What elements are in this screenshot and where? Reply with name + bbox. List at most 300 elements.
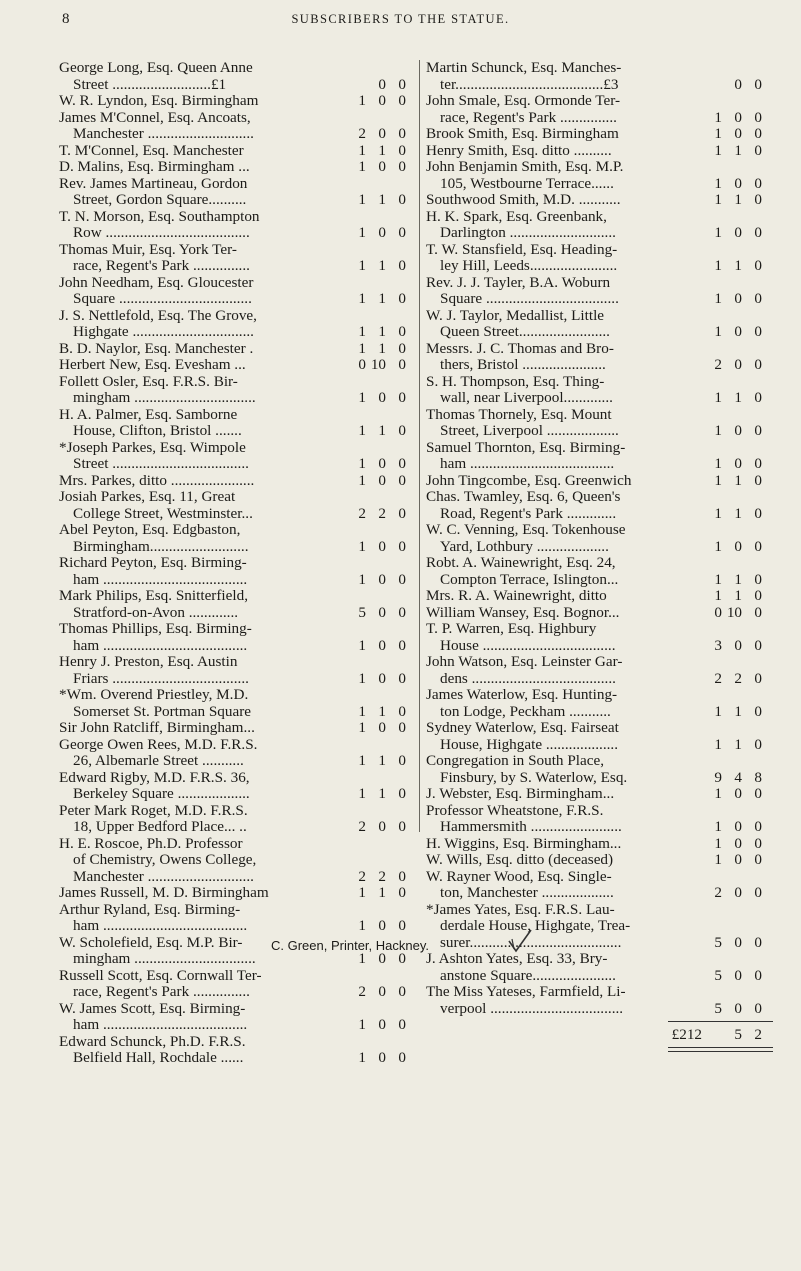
subscriber-name: Street, Liverpool ................... [440, 423, 619, 439]
subscriber-name: George Long, Esq. Queen Anne [59, 60, 253, 76]
amount-shillings: 10 [726, 603, 742, 621]
subscriber-line [426, 687, 773, 704]
amount-pounds: 1 [358, 669, 366, 687]
amount-pounds: 1 [358, 917, 366, 934]
amount-pounds: 0 [358, 356, 366, 373]
amount-pence: 0 [754, 735, 762, 753]
subscriber-name: Road, Regent's Park ............. [440, 505, 617, 522]
amount-shillings: 0 [734, 785, 742, 802]
amount-pence: 0 [398, 1049, 406, 1066]
amount-shillings: 0 [734, 125, 742, 142]
subscriber-name: Thomas Phillips, Esq. Birming- [59, 621, 252, 637]
amount-pence: 0 [398, 257, 406, 274]
amount-pence: 0 [754, 669, 762, 687]
amount-pence: 0 [754, 471, 762, 489]
subscriber-name: Follett Osler, Esq. F.R.S. Bir- [59, 373, 238, 390]
amount [346, 93, 406, 110]
amount-shillings: 0 [378, 92, 386, 109]
subscriber-name: *Wm. Overend Priestley, M.D. [59, 687, 249, 703]
amount [346, 918, 406, 935]
subscriber-name: Hammersmith ........................ [440, 819, 622, 835]
amount-pence: 0 [398, 158, 406, 175]
amount-pence: 0 [398, 224, 406, 241]
subscriber-name: Manchester ............................ [73, 126, 254, 142]
subscriber-name: of Chemistry, Owens College, [73, 852, 257, 868]
amount [346, 786, 406, 803]
amount [702, 291, 762, 308]
subscriber-name: J. S. Nettlefold, Esq. The Grove, [59, 307, 257, 324]
amount-shillings: 1 [378, 702, 386, 720]
subscriber-name: Manchester ............................ [73, 868, 254, 885]
amount-pence: 0 [398, 636, 406, 654]
amount [346, 192, 406, 209]
amount-pounds: 2 [358, 125, 366, 142]
subscriber-line [426, 308, 773, 325]
amount-pounds: 2 [714, 884, 722, 901]
subscriber-name: James Waterlow, Esq. Hunting- [426, 687, 618, 703]
total-double-rule [668, 1047, 773, 1052]
amount-shillings: 0 [378, 471, 386, 489]
subscriber-name: anstone Square...................... [440, 967, 616, 984]
amount-pounds: 1 [714, 141, 722, 159]
amount [702, 357, 762, 374]
subscriber-line [426, 390, 773, 407]
amount [346, 984, 406, 1001]
subscriber-line [426, 588, 773, 605]
subscriber-name: W. Rayner Wood, Esq. Single- [426, 868, 612, 885]
amount-shillings: 0 [734, 884, 742, 901]
subscriber-name: ham ...................................... [73, 918, 248, 934]
subscriber-line [426, 572, 773, 589]
amount-shillings: 0 [734, 537, 742, 555]
subscriber-line [426, 242, 773, 259]
amount-pence: 0 [754, 257, 762, 274]
subscriber-name: ton Lodge, Peckham ........... [440, 703, 611, 720]
amount-pence: 0 [398, 867, 406, 885]
amount-pence: 0 [398, 917, 406, 934]
amount [702, 737, 762, 754]
subscriber-line [426, 77, 773, 94]
amount [346, 539, 406, 556]
total-pence: 2 [754, 1026, 762, 1043]
amount-pounds: 1 [714, 587, 722, 604]
amount-pounds: 1 [714, 455, 722, 472]
subscriber-line [426, 555, 773, 572]
amount-shillings: 1 [734, 389, 742, 406]
amount-pence: 0 [398, 884, 406, 901]
subscriber-name: Thomas Muir, Esq. York Ter- [59, 241, 237, 258]
subscriber-name: T. W. Stansfield, Esq. Heading- [426, 241, 618, 258]
amount-pence: 0 [754, 537, 762, 555]
amount-pence: 0 [398, 669, 406, 687]
subscriber-name: W. C. Venning, Esq. Tokenhouse [426, 522, 626, 538]
amount [702, 423, 762, 440]
amount-pence: 0 [754, 884, 762, 901]
amount [702, 324, 762, 341]
subscriber-name: Mrs. Parkes, ditto ...................... [59, 472, 255, 489]
amount-shillings: 0 [378, 570, 386, 588]
amount [346, 225, 406, 242]
amount-pence: 0 [398, 75, 406, 93]
amount-pounds: 5 [358, 603, 366, 621]
amount-shillings: 0 [734, 999, 742, 1017]
amount [346, 819, 406, 836]
subscriber-line [59, 1050, 659, 1067]
amount-shillings: 1 [734, 587, 742, 604]
subscriber-name: Mark Philips, Esq. Snitterfield, [59, 588, 248, 604]
amount-pence: 0 [398, 785, 406, 802]
amount-pence: 0 [398, 455, 406, 472]
subscriber-name: H. Wiggins, Esq. Birmingham... [426, 835, 622, 852]
amount [702, 852, 762, 869]
amount-pence: 0 [398, 504, 406, 522]
amount-shillings: 0 [378, 636, 386, 654]
amount-pounds: 1 [358, 884, 366, 901]
subscriber-name: Berkeley Square ................... [73, 786, 250, 802]
amount [702, 456, 762, 473]
amount-pence: 0 [754, 125, 762, 142]
subscriber-name: 18, Upper Bedford Place... .. [73, 819, 247, 835]
subscriber-line [426, 869, 773, 886]
subscriber-name: dens ...................................... [440, 670, 616, 687]
amount-pounds: 5 [714, 966, 722, 984]
amount-pence: 0 [754, 422, 762, 439]
subscriber-name: John Needham, Esq. Gloucester [59, 274, 254, 291]
amount-shillings: 0 [378, 983, 386, 1000]
subscriber-line [426, 852, 773, 869]
subscriber-line [426, 968, 773, 985]
amount-pence: 0 [754, 851, 762, 868]
amount-pence: 0 [398, 537, 406, 555]
subscriber-line [426, 621, 773, 638]
amount-pounds: 1 [358, 719, 366, 736]
subscriber-name: 105, Westbourne Terrace...... [440, 175, 614, 192]
subscriber-line [426, 605, 773, 622]
amount-pounds: 1 [714, 471, 722, 489]
amount-pence: 0 [398, 719, 406, 736]
subscriber-name: Birmingham.......................... [73, 538, 249, 555]
subscriber-line [426, 176, 773, 193]
subscriber-name: verpool ................................... [440, 1000, 624, 1017]
subscriber-name: College Street, Westminster... [73, 505, 253, 522]
subscriber-name: John Tingcombe, Esq. Greenwich [426, 472, 632, 489]
subscriber-name: thers, Bristol ...................... [440, 357, 606, 373]
amount-pence: 0 [754, 75, 762, 93]
subscriber-line [426, 638, 773, 655]
amount-shillings: 0 [734, 323, 742, 340]
amount-shillings: 2 [378, 867, 386, 885]
subscriber-name: Chas. Twamley, Esq. 6, Queen's [426, 489, 621, 505]
subscriber-line [426, 539, 773, 556]
subscriber-name: W. Wills, Esq. ditto (deceased) [426, 852, 614, 868]
amount [702, 638, 762, 655]
amount-pounds: 1 [358, 1049, 366, 1066]
subscriber-name: B. D. Naylor, Esq. Manchester . [59, 340, 254, 357]
amount [702, 473, 762, 490]
amount-pounds: 1 [358, 141, 366, 159]
amount-shillings: 1 [378, 884, 386, 901]
subscriber-name: House, Highgate ................... [440, 736, 619, 753]
subscriber-name: Street, Gordon Square.......... [73, 192, 247, 208]
subscriber-name: Southwood Smith, M.D. ........... [426, 192, 621, 208]
amount-shillings: 0 [378, 455, 386, 472]
amount-pounds: 1 [714, 125, 722, 142]
amount-shillings: 0 [734, 966, 742, 984]
amount-pence: 0 [398, 323, 406, 340]
subscriber-name: James M'Connel, Esq. Ancoats, [59, 109, 251, 126]
subscriber-name: John Smale, Esq. Ormonde Ter- [426, 93, 621, 109]
subscriber-name: Finsbury, by S. Waterlow, Esq. [440, 769, 628, 786]
amount-pence: 0 [754, 389, 762, 406]
subscriber-name: Sir John Ratcliff, Birmingham... [59, 720, 255, 736]
amount [346, 638, 406, 655]
amount-pounds: 1 [714, 735, 722, 753]
subscriber-line [426, 951, 773, 968]
amount [702, 819, 762, 836]
amount [702, 192, 762, 209]
amount-shillings: 0 [734, 818, 742, 835]
subscriber-name: mingham ................................ [73, 390, 256, 406]
amount [346, 324, 406, 341]
subscriber-name: Herbert New, Esq. Evesham ... [59, 357, 246, 373]
amount-pounds: 1 [358, 224, 366, 241]
amount-shillings: 1 [734, 702, 742, 720]
subscriber-name: Rev. James Martineau, Gordon [59, 175, 248, 192]
amount-pence: 0 [754, 570, 762, 588]
amount-shillings: 1 [378, 785, 386, 802]
amount-shillings: 0 [734, 174, 742, 192]
subscriber-line [426, 506, 773, 523]
amount-shillings: 10 [370, 356, 386, 373]
amount-pounds: 3 [714, 636, 722, 654]
amount-pounds: 1 [714, 389, 722, 406]
amount-pence: 0 [398, 141, 406, 159]
subscriber-line [426, 60, 773, 77]
subscriber-line [426, 473, 773, 490]
amount-pounds: 2 [358, 983, 366, 1000]
subscriber-name: Peter Mark Roget, M.D. F.R.S. [59, 802, 248, 819]
amount-shillings: 0 [734, 224, 742, 241]
amount-pence: 0 [398, 603, 406, 621]
amount [702, 572, 762, 589]
amount-shillings: 1 [734, 141, 742, 159]
total-spacer [702, 1026, 722, 1044]
amount [346, 456, 406, 473]
amount-shillings: 0 [378, 818, 386, 835]
amount-pounds: 1 [714, 422, 722, 439]
subscriber-name: Josiah Parkes, Esq. 11, Great [59, 489, 236, 505]
subscriber-line [426, 704, 773, 721]
subscriber-line [426, 258, 773, 275]
amount [346, 143, 406, 160]
amount-shillings: 1 [734, 191, 742, 208]
amount-shillings: 0 [734, 356, 742, 373]
total-pounds: £212 [671, 1026, 702, 1043]
subscriber-name: T. M'Connel, Esq. Manchester [59, 142, 244, 159]
amount-pence: 0 [398, 1016, 406, 1033]
subscriber-line [426, 1001, 773, 1018]
amount-pounds: 1 [358, 323, 366, 340]
amount-pence: 0 [754, 966, 762, 984]
amount-shillings: 1 [378, 752, 386, 769]
subscriber-line [426, 984, 773, 1001]
amount-pence: 0 [398, 752, 406, 769]
subscriber-name: Rev. J. J. Tayler, B.A. Woburn [426, 274, 611, 291]
subscriber-name: Row ...................................... [73, 225, 250, 241]
amount-pounds: 1 [358, 339, 366, 357]
subscriber-name: John Watson, Esq. Leinster Gar- [426, 654, 623, 670]
amount-pounds: 1 [358, 570, 366, 588]
column-divider [419, 60, 420, 832]
subscriber-name: H. K. Spark, Esq. Greenbank, [426, 208, 607, 225]
subscriber-name: Compton Terrace, Islington... [440, 571, 619, 588]
subscriber-name: Street .................................... [73, 456, 249, 472]
amount-pounds: 1 [358, 785, 366, 802]
amount [702, 704, 762, 721]
amount-pence: 0 [398, 950, 406, 967]
subscriber-line [426, 737, 773, 754]
amount-pounds: 9 [714, 768, 722, 786]
amount-pence: 0 [754, 603, 762, 621]
subscriber-name: Arthur Ryland, Esq. Birming- [59, 901, 241, 918]
amount-shillings: 0 [734, 933, 742, 951]
amount [702, 588, 762, 605]
amount-pounds: 1 [714, 537, 722, 555]
amount-pence: 8 [754, 768, 762, 786]
amount-pence: 0 [398, 339, 406, 357]
amount-pence: 0 [398, 570, 406, 588]
amount-pounds: 1 [714, 257, 722, 274]
amount-shillings: 0 [734, 851, 742, 868]
amount-pence: 0 [754, 191, 762, 208]
amount-pounds: 1 [714, 504, 722, 522]
subscriber-name: Edward Schunck, Ph.D. F.R.S. [59, 1033, 246, 1050]
subscriber-line [426, 126, 773, 143]
subscriber-name: Messrs. J. C. Thomas and Bro- [426, 340, 614, 357]
amount-pence: 0 [754, 108, 762, 126]
amount [702, 935, 762, 952]
amount-pounds: 1 [358, 455, 366, 472]
printer-imprint: C. Green, Printer, Hackney. [271, 938, 429, 953]
subscriber-name: J. Webster, Esq. Birmingham... [426, 786, 615, 802]
amount-shillings: 0 [734, 455, 742, 472]
amount-shillings: 0 [378, 158, 386, 175]
subscriber-name: surer........................................ [440, 934, 622, 951]
amount-pounds: 1 [358, 191, 366, 208]
amount-shillings: 0 [378, 603, 386, 621]
amount-shillings: 0 [734, 636, 742, 654]
amount-pence: 0 [754, 636, 762, 654]
amount-pounds: 1 [358, 1016, 366, 1033]
amount-pounds: 1 [358, 636, 366, 654]
amount [346, 258, 406, 275]
amount-pounds: 1 [714, 174, 722, 192]
subscriber-line [426, 159, 773, 176]
amount-pounds: 1 [714, 323, 722, 340]
amount [346, 291, 406, 308]
subscriber-name: Richard Peyton, Esq. Birming- [59, 555, 247, 571]
amount-pounds: 2 [358, 504, 366, 522]
subscriber-name: Edward Rigby, M.D. F.R.S. 36, [59, 769, 250, 786]
amount [702, 126, 762, 143]
amount-shillings: 0 [378, 125, 386, 142]
amount-shillings: 0 [734, 290, 742, 307]
amount-pounds: 0 [714, 603, 722, 621]
amount [346, 704, 406, 721]
subscriber-line [426, 770, 773, 787]
amount-pence: 0 [398, 290, 406, 307]
amount-pounds: 1 [358, 537, 366, 555]
amount [346, 159, 406, 176]
subscriber-name: ley Hill, Leeds....................... [440, 258, 618, 274]
amount-pounds: 1 [714, 818, 722, 835]
subscriber-name: Somerset St. Portman Square [73, 703, 252, 720]
amount-shillings: 1 [378, 422, 386, 439]
amount-shillings: 1 [734, 471, 742, 489]
subscriber-line [426, 374, 773, 391]
subscriber-name: Belfield Hall, Rochdale ...... [73, 1050, 244, 1066]
amount-pounds [702, 77, 722, 94]
subscriber-name: Stratford-on-Avon ............. [73, 604, 239, 621]
amount-pounds: 1 [714, 191, 722, 208]
amount-pence: 0 [398, 471, 406, 489]
subscriber-name: T. P. Warren, Esq. Highbury [426, 621, 597, 637]
subscriber-name: race, Regent's Park ............... [440, 109, 617, 126]
amount-shillings: 4 [734, 768, 742, 786]
subscriber-name: House ................................... [440, 637, 616, 654]
page-number: 8 [62, 11, 70, 27]
subscriber-line [426, 819, 773, 836]
amount [702, 786, 762, 803]
subscriber-name: Mrs. R. A. Wainewright, ditto [426, 588, 607, 604]
amount-pounds: 1 [358, 257, 366, 274]
amount-pounds [346, 77, 366, 94]
amount-shillings: 0 [378, 537, 386, 555]
amount-pounds: 1 [358, 158, 366, 175]
amount-pounds: 1 [714, 570, 722, 588]
amount-pence: 0 [754, 141, 762, 159]
amount [346, 671, 406, 688]
amount-shillings: 1 [378, 339, 386, 357]
amount [702, 110, 762, 127]
amount-shillings: 1 [378, 191, 386, 208]
amount-pounds: 1 [358, 950, 366, 967]
amount [702, 390, 762, 407]
subscriber-line [426, 456, 773, 473]
amount-shillings: 1 [734, 570, 742, 588]
amount-pence: 0 [754, 933, 762, 951]
amount-pence: 0 [754, 356, 762, 373]
amount [346, 720, 406, 737]
subscriber-name: John Benjamin Smith, Esq. M.P. [426, 159, 624, 175]
amount [346, 605, 406, 622]
subscriber-line [426, 489, 773, 506]
subscriber-name: *Joseph Parkes, Esq. Wimpole [59, 439, 246, 456]
subscriber-line [426, 407, 773, 424]
amount-pence: 0 [398, 92, 406, 109]
amount-shillings: 1 [734, 504, 742, 522]
amount [702, 1001, 762, 1018]
amount-shillings: 0 [378, 1049, 386, 1066]
amount [346, 869, 406, 886]
subscriber-name: Street ..........................£1 [73, 76, 227, 93]
subscriber-line [426, 110, 773, 127]
amount-pence: 0 [398, 389, 406, 406]
subscriber-name: Yard, Lothbury ................... [440, 538, 609, 555]
subscriber-name: James Russell, M. D. Birmingham [59, 885, 269, 901]
subscriber-line [426, 341, 773, 358]
subscriber-line [426, 522, 773, 539]
